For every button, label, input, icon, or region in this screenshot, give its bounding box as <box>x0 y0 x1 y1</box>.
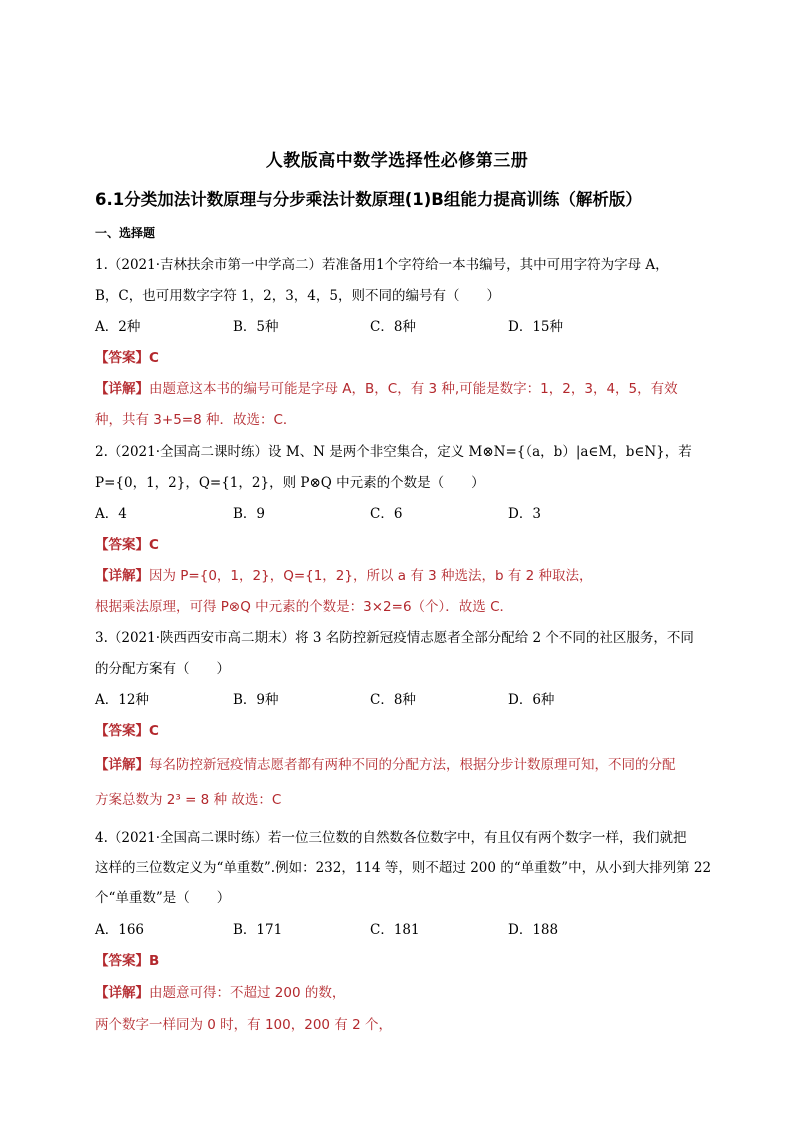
detail-label: 【详解】 <box>95 568 149 584</box>
question-3-option-d: D．6种 <box>508 692 555 708</box>
question-2-answer: 【答案】C <box>95 537 159 553</box>
question-3-answer: 【答案】C <box>95 723 159 739</box>
question-1-stem-line-1: 1.（2021·吉林扶余市第一中学高二）若准备用1个字符给一本书编号，其中可用字符为字母 A， <box>95 257 669 273</box>
question-1-answer: 【答案】C <box>95 350 159 366</box>
question-1-option-c: C．8种 <box>370 319 416 335</box>
question-3-detail-line-1 <box>95 755 705 775</box>
detail-text: 每名防控新冠疫情志愿者都有两种不同的分配方法，根据分步计数原理可知，不同的分配 <box>149 757 676 773</box>
detail-label: 【详解】 <box>95 985 149 1001</box>
question-2-detail-line-2: 根据乘法原理，可得 P⊗Q 中元素的个数是：3×2=6（个）．故选 C． <box>95 599 514 615</box>
question-4-option-c: C．181 <box>370 922 420 938</box>
question-4-stem-line-2: 这样的三位数定义为“单重数”.例如：232，114 等，则不超过 200 的“单重数”中，从小到大排列第 22 <box>95 860 712 876</box>
section-label: 一、选择题 <box>95 226 156 240</box>
detail-label: 【详解】 <box>95 381 149 397</box>
question-4-option-b: B．171 <box>233 922 283 938</box>
question-1-option-b: B．5种 <box>233 319 279 335</box>
question-4-option-d: D．188 <box>508 922 559 938</box>
question-2-option-c: C．6 <box>370 506 403 522</box>
question-2-detail-line-1 <box>95 566 705 586</box>
question-3-option-c: C．8种 <box>370 692 416 708</box>
question-3-stem-line-1: 3.（2021·陕西西安市高二期末）将 3 名防控新冠疫情志愿者全部分配给 2 个不同的社区服务，不同 <box>95 630 694 646</box>
detail-label: 【详解】 <box>95 757 149 773</box>
question-4-stem-line-1: 4.（2021·全国高二课时练）若一位三位数的自然数各位数字中，有且仅有两个数字一样，我们就把 <box>95 830 687 846</box>
question-4-option-a: A．166 <box>95 922 145 938</box>
question-2-stem-line-2: P={0，1，2}，Q={1，2}，则 P⊗Q 中元素的个数是（ ） <box>95 475 485 491</box>
document-subtitle: 6.1分类加法计数原理与分步乘法计数原理(1)B组能力提高训练（解析版） <box>95 190 642 209</box>
question-3-option-b: B．9种 <box>233 692 279 708</box>
question-4-detail-line-2: 两个数字一样同为 0 时，有 100，200 有 2 个， <box>95 1017 392 1033</box>
detail-text: 由题意这本书的编号可能是字母 A，B，C，有 3 种,可能是数字：1，2，3，4，5，有效 <box>149 381 678 397</box>
question-3-stem-line-2: 的分配方案有（ ） <box>95 661 230 677</box>
question-3-option-a: A．12种 <box>95 692 149 708</box>
question-1-stem-line-2: B，C，也可用数字字符 1，2，3，4，5，则不同的编号有（ ） <box>95 288 500 304</box>
question-2-option-a: A．4 <box>95 506 127 522</box>
question-4-detail-line-1 <box>95 983 705 1003</box>
question-4-stem-line-3: 个“单重数”是（ ） <box>95 890 231 906</box>
detail-text: 因为 P={0，1，2}，Q={1，2}，所以 a 有 3 种选法，b 有 2 种取法， <box>149 568 593 584</box>
document-title: 人教版高中数学选择性必修第三册 <box>265 151 529 171</box>
question-2-stem-line-1: 2.（2021·全国高二课时练）设 M、N 是两个非空集合，定义 M⊗N={（a，b）|a∈M，b∈N}，若 <box>95 444 692 460</box>
detail-text: 由题意可得：不超过 200 的数， <box>149 985 346 1001</box>
question-1-option-d: D．15种 <box>508 319 564 335</box>
question-2-option-b: B．9 <box>233 506 266 522</box>
question-1-detail-line-1 <box>95 379 705 399</box>
question-1-option-a: A．2种 <box>95 319 141 335</box>
question-2-option-d: D．3 <box>508 506 541 522</box>
question-1-detail-line-2: 种，共有 3+5=8 种．故选：C． <box>95 412 297 428</box>
question-3-detail-line-2: 方案总数为 2³ = 8 种 故选：C <box>95 792 282 808</box>
question-4-answer: 【答案】B <box>95 953 160 969</box>
